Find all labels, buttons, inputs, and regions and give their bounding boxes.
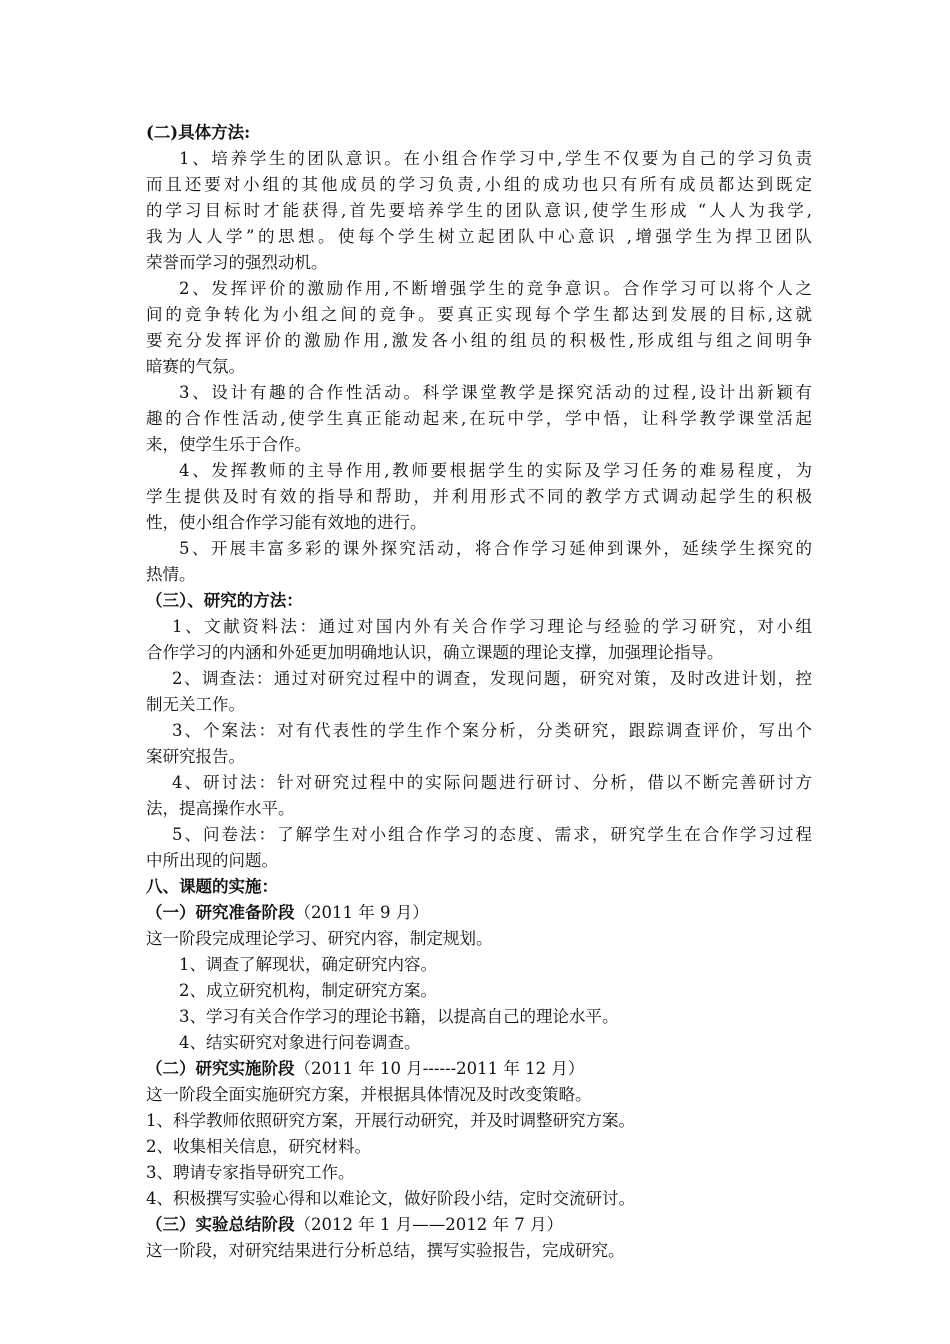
paragraph-line: 而且还要对小组的其他成员的学习负责,小组的成功也只有所有成员都达到既定 <box>146 175 812 194</box>
phase-intro: 这一阶段完成理论学习、研究内容，制定规划。 <box>146 929 493 948</box>
paragraph <box>146 718 812 770</box>
phase-title: （一）研究准备阶段 <box>146 903 295 922</box>
phase-heading-summary <box>146 1212 812 1238</box>
list-item: 4、结实研究对象进行问卷调查。 <box>179 1033 421 1052</box>
paragraph-line: 性，使小组合作学习能有效地的进行。 <box>146 513 427 532</box>
phase-title: （二）研究实施阶段 <box>146 1059 295 1078</box>
paragraph-line: 法，提高操作水平。 <box>146 799 295 818</box>
paragraph-line: 来，使学生乐于合作。 <box>146 435 311 454</box>
paragraph-line: 2、调查法：通过对研究过程中的调查，发现问题，研究对策，及时改进计划，控 <box>172 669 812 688</box>
paragraph-line: 5、问卷法：了解学生对小组合作学习的态度、需求，研究学生在合作学习过程 <box>172 825 812 844</box>
list-item: 3、聘请专家指导研究工作。 <box>146 1163 355 1182</box>
phase-intro: 这一阶段，对研究结果进行分析总结，撰写实验报告，完成研究。 <box>146 1241 625 1260</box>
phase-date: （2012 年 1 月——2012 年 7 月） <box>294 1215 563 1234</box>
research-methods-list <box>146 614 812 874</box>
phase-title: （三）实验总结阶段 <box>146 1215 295 1234</box>
paragraph-line: 学生提供及时有效的指导和帮助，并利用形式不同的教学方式调动起学生的积极 <box>146 487 812 506</box>
phase-date: （2011 年 9 月） <box>294 903 429 922</box>
paragraph <box>146 276 812 380</box>
implementation-items <box>146 1108 812 1212</box>
phase-date: （2011 年 10 月------2011 年 12 月） <box>294 1059 585 1078</box>
paragraph <box>146 458 812 536</box>
paragraph-line: 5、开展丰富多彩的课外探究活动，将合作学习延伸到课外，延续学生探究的 <box>179 539 812 558</box>
paragraph-line: 趣的合作性活动,使学生真正能动起来,在玩中学，学中悟，让科学教学课堂活起 <box>146 409 812 428</box>
paragraph <box>146 666 812 718</box>
paragraph <box>146 822 812 874</box>
paragraph-line: 中所出现的问题。 <box>146 851 278 870</box>
preparation-items <box>146 952 812 1056</box>
paragraph-line: 间的竞争转化为小组之间的竞争。要真正实现每个学生都达到发展的目标,这就 <box>146 305 812 324</box>
paragraph <box>146 536 812 588</box>
paragraph-line: 我为人人学”的思想。使每个学生树立起团队中心意识 ,增强学生为捍卫团队 <box>146 227 812 246</box>
paragraph-line: 3、个案法：对有代表性的学生作个案分析，分类研究，跟踪调查评价，写出个 <box>172 721 812 740</box>
paragraph-line: 4、研讨法：针对研究过程中的实际问题进行研讨、分析，借以不断完善研讨方 <box>172 773 812 792</box>
phase-intro: 这一阶段全面实施研究方案，并根据具体情况及时改变策略。 <box>146 1085 592 1104</box>
paragraph-line: 要充分发挥评价的激励作用,激发各小组的组员的积极性,形成组与组之间明争 <box>146 331 812 350</box>
paragraph-line: 暗赛的气氛。 <box>146 357 245 376</box>
document-page <box>146 120 812 1264</box>
paragraph-line: 制无关工作。 <box>146 695 245 714</box>
paragraph <box>146 770 812 822</box>
paragraph-line: 3、设计有趣的合作性活动。科学课堂教学是探究活动的过程,设计出新颖有 <box>179 383 812 402</box>
paragraph-line: 1、文献资料法：通过对国内外有关合作学习理论与经验的学习研究，对小组 <box>172 617 812 636</box>
paragraph-line: 1、培养学生的团队意识。在小组合作学习中,学生不仅要为自己的学习负责 <box>179 149 812 168</box>
section-heading-research-methods: （三）、研究的方法： <box>146 591 303 610</box>
phase-heading-implementation <box>146 1056 812 1082</box>
list-item: 2、成立研究机构，制定研究方案。 <box>179 981 437 1000</box>
list-item: 2、收集相关信息，研究材料。 <box>146 1137 371 1156</box>
list-item: 1、科学教师依照研究方案，开展行动研究，并及时调整研究方案。 <box>146 1111 635 1130</box>
paragraph-line: 的学习目标时才能获得,首先要培养学生的团队意识,使学生形成 “人人为我学, <box>146 201 812 220</box>
paragraph <box>146 380 812 458</box>
list-item: 4、积极撰写实验心得和以难论文，做好阶段小结，定时交流研讨。 <box>146 1189 635 1208</box>
paragraph-line: 案研究报告。 <box>146 747 245 766</box>
section-heading-methods: (二)具体方法: <box>146 123 251 142</box>
paragraph-line: 4、发挥教师的主导作用,教师要根据学生的实际及学习任务的难易程度，为 <box>179 461 812 480</box>
methods-list <box>146 146 812 588</box>
paragraph-line: 2、发挥评价的激励作用,不断增强学生的竞争意识。合作学习可以将个人之 <box>179 279 812 298</box>
phase-heading-preparation <box>146 900 812 926</box>
section-heading-implementation: 八、课题的实施： <box>146 877 278 896</box>
paragraph-line: 荣誉而学习的强烈动机。 <box>146 253 328 272</box>
list-item: 3、学习有关合作学习的理论书籍，以提高自己的理论水平。 <box>179 1007 619 1026</box>
paragraph-line: 热情。 <box>146 565 196 584</box>
paragraph <box>146 614 812 666</box>
list-item: 1、调查了解现状，确定研究内容。 <box>179 955 437 974</box>
paragraph <box>146 146 812 276</box>
paragraph-line: 合作学习的内涵和外延更加明确地认识，确立课题的理论支撑，加强理论指导。 <box>146 643 724 662</box>
